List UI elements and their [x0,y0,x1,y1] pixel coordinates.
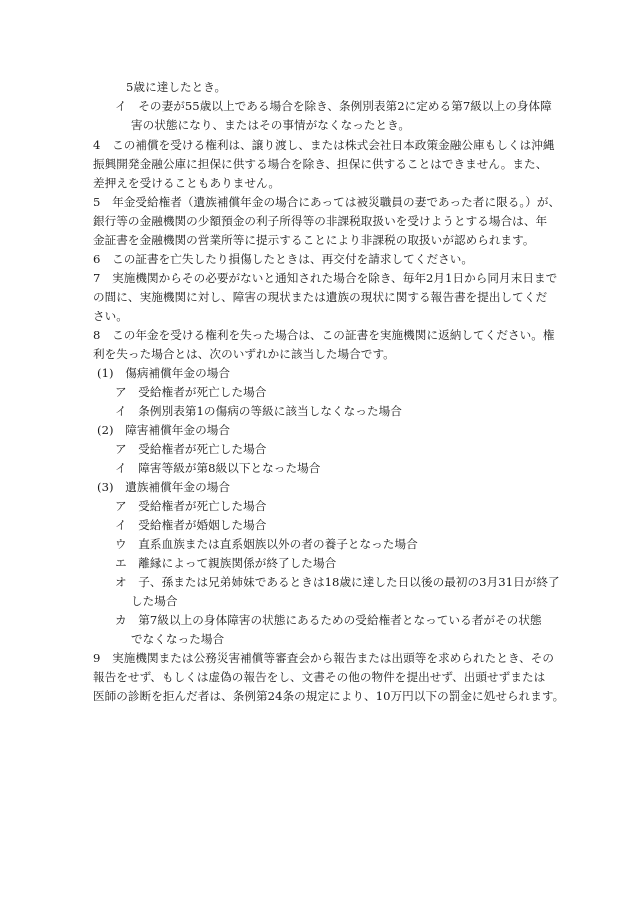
text-line: ア 受給権者が死亡した場合 [115,442,267,456]
text-line: 4 この補償を受ける権利は、譲り渡し、または株式会社日本政策金融公庫もしくは沖縄 [93,138,555,152]
text-line: 7 実施機関からその必要がないと通知された場合を除き、毎年2月1日から同月末日まで [93,271,558,285]
text-line: カ 第7級以上の身体障害の状態にあるための受給権者となっている者がその状態 [115,613,542,627]
text-line: した場合 [131,594,178,608]
text-line: 利を失った場合とは、次のいずれかに該当した場合です。 [93,347,395,361]
text-line: 振興開発金融公庫に担保に供する場合を除き、担保に供することはできません。また、 [93,157,548,171]
text-line: でなくなった場合 [131,632,225,646]
text-line: 害の状態になり、またはその事情がなくなったとき。 [131,118,410,132]
text-line: エ 離縁によって親族関係が終了した場合 [115,556,337,570]
text-line: 差押えを受けることもありません。 [93,176,280,190]
text-line: (3) 遺族補償年金の場合 [97,480,231,494]
text-line: 金証書を金融機関の営業所等に提示することにより非課税の取扱いが認められます。 [93,233,535,247]
text-line: 医師の診断を拒んだ者は、条例第24条の規定により、10万円以下の罰金に処せられます。 [93,689,565,703]
text-line: さい。 [93,309,128,323]
text-line: (2) 障害補償年金の場合 [97,423,231,437]
text-line: 9 実施機関または公務災害補償等審査会から報告または出頭等を求められたとき、その [93,651,555,665]
text-line: ア 受給権者が死亡した場合 [115,499,267,513]
text-line: オ 子、孫または兄弟姉妹であるときは18歳に達した日以後の最初の3月31日が終了 [115,575,560,589]
text-line: ウ 直系血族または直系姻族以外の者の養子となった場合 [115,537,418,551]
text-line: イ その妻が55歳以上である場合を除き、条例別表第2に定める第7級以上の身体障 [115,99,552,113]
text-line: イ 条例別表第1の傷病の等級に該当しなくなった場合 [115,404,402,418]
text-line: 5 年金受給権者（遺族補償年金の場合にあっては被災職員の妻であった者に限る。）が、 [93,195,561,209]
text-line: 報告をせず、もしくは虚偽の報告をし、文書その他の物件を提出せず、出頭せずまたは [93,670,546,684]
text-line: 8 この年金を受ける権利を失った場合は、この証書を実施機関に返納してください。権 [93,328,555,342]
text-line: イ 障害等級が第8級以下となった場合 [115,461,321,475]
text-line: イ 受給権者が婚姻した場合 [115,518,267,532]
text-line: の間に、実施機関に対し、障害の現状または遺族の現状に関する報告書を提出してくだ [93,290,548,304]
text-line: 6 この証書を亡失したり損傷したときは、再交付を請求してください。 [93,252,474,266]
text-line: ア 受給権者が死亡した場合 [115,385,267,399]
text-line: 5歳に達したとき。 [126,80,227,94]
text-line: (1) 傷病補償年金の場合 [97,366,231,380]
text-line: 銀行等の金融機関の少額預金の利子所得等の非課税取扱いを受けようとする場合は、年 [93,214,548,228]
